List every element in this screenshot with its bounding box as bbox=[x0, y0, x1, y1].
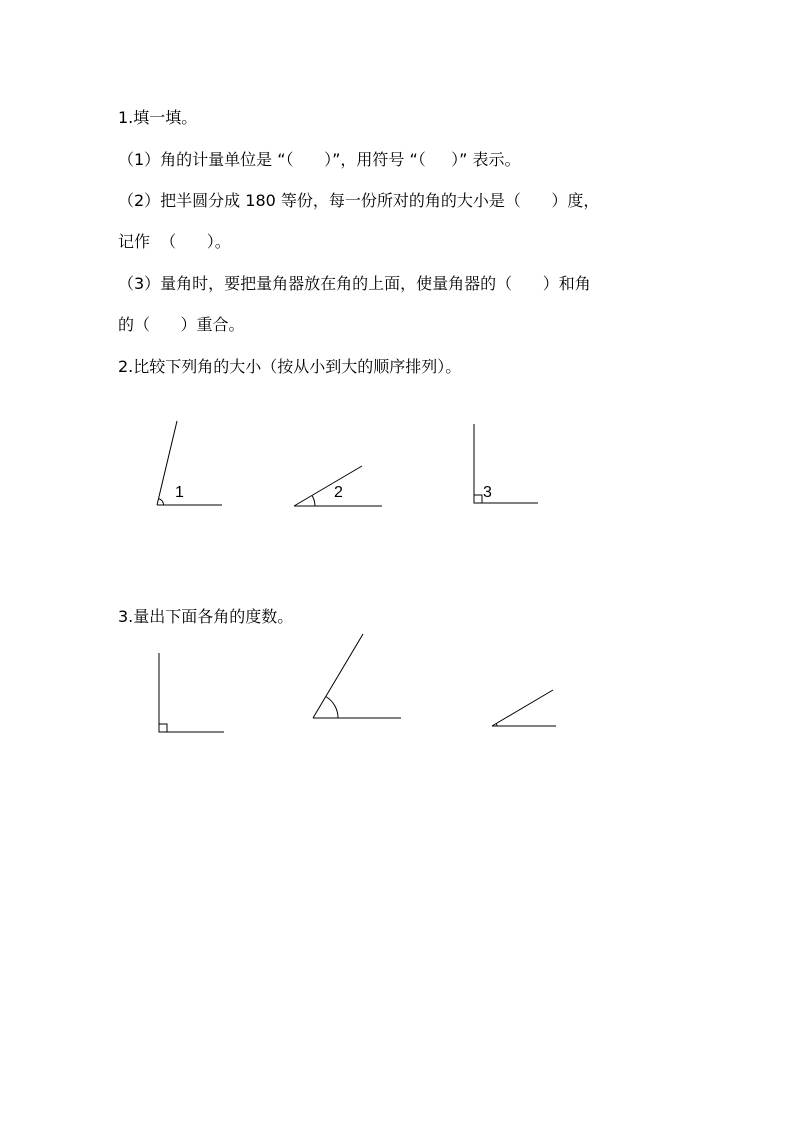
angle-label-1: 1 bbox=[175, 484, 184, 501]
q2-angle-1 bbox=[157, 421, 222, 505]
q1-sub2-line2: 记作 （ ）。 bbox=[118, 232, 231, 251]
q3-angle-b bbox=[313, 634, 401, 718]
q1-sub2-line1: （2）把半圆分成 180 等份，每一份所对的角的大小是（ ）度， bbox=[118, 191, 600, 210]
q1-sub3-line2: 的（ ）重合。 bbox=[118, 315, 245, 334]
angle-label-3: 3 bbox=[483, 484, 492, 501]
q3-angle-c bbox=[492, 690, 556, 726]
q3-title: 3.量出下面各角的度数。 bbox=[118, 607, 294, 626]
angle-label-2: 2 bbox=[334, 484, 343, 501]
q1-sub1: （1）角的计量单位是 “（ ）”，用符号 “（ ）” 表示。 bbox=[118, 150, 521, 169]
q2-title: 2.比较下列角的大小（按从小到大的顺序排列）。 bbox=[118, 357, 462, 376]
q3-angle-right bbox=[159, 653, 224, 732]
q1-sub3-line1: （3）量角时，要把量角器放在角的上面，使量角器的（ ）和角 bbox=[118, 274, 591, 293]
q1-title: 1.填一填。 bbox=[118, 108, 198, 127]
